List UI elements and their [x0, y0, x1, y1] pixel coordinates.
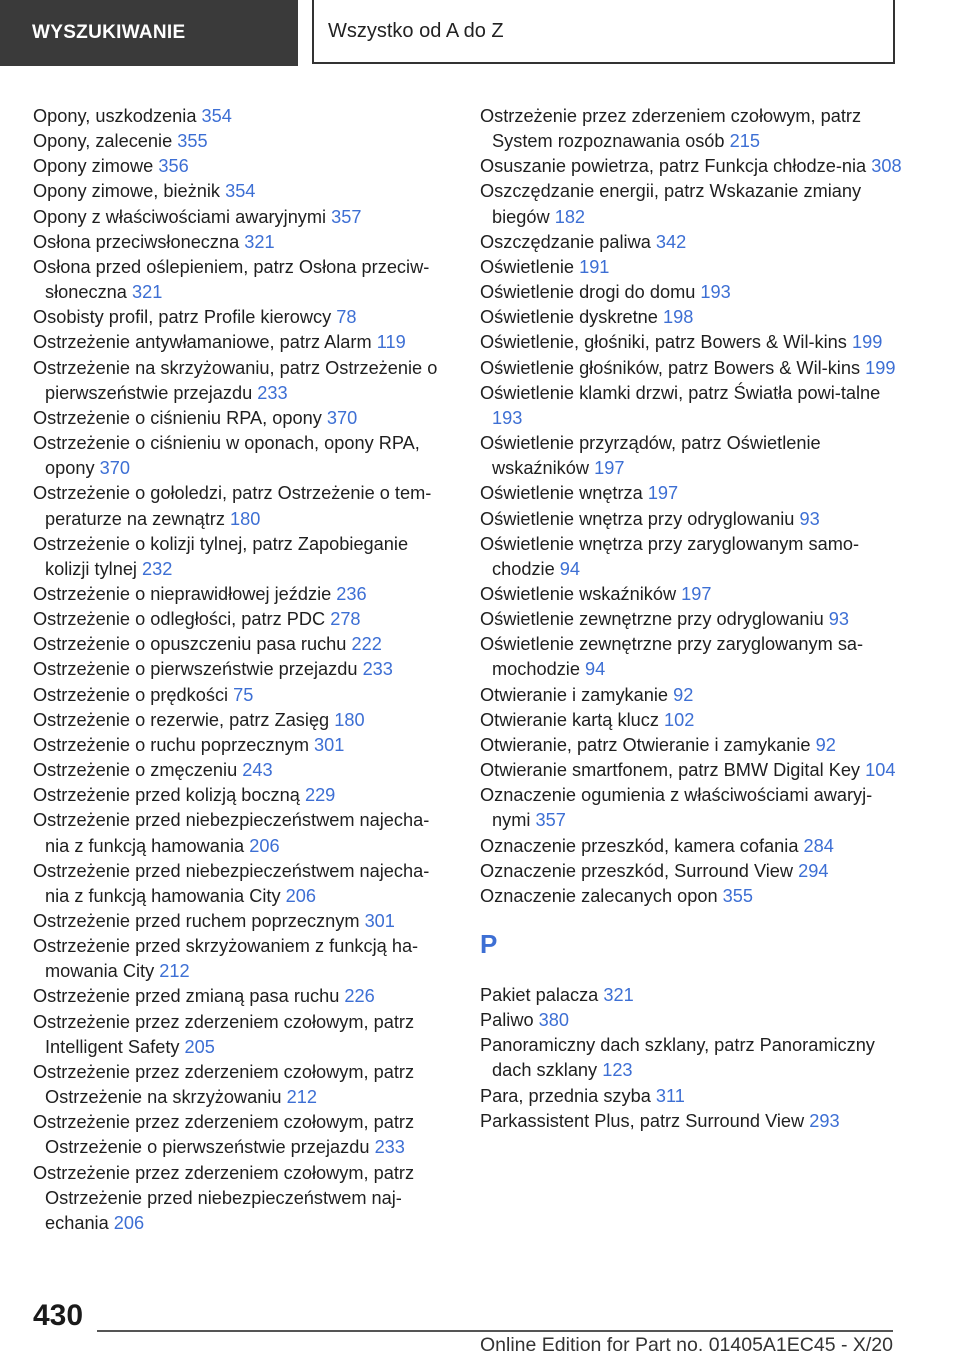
page-reference-link[interactable]: 212	[286, 1087, 317, 1108]
index-entry	[33, 1010, 453, 1060]
index-entry	[480, 154, 905, 179]
index-entry	[33, 657, 453, 682]
index-entry	[480, 632, 905, 682]
index-entry-text: Oświetlenie drogi do domu	[480, 282, 696, 303]
page-reference-link[interactable]: 308	[871, 156, 902, 177]
index-entry	[480, 381, 905, 431]
index-entry	[33, 230, 453, 255]
index-entry-text: Oświetlenie głośników, patrz Bowers & Wil‐kins	[480, 357, 861, 378]
page-reference-link[interactable]: 206	[249, 835, 280, 856]
index-entry-text: Oświetlenie wnętrza przy odryglowaniu	[480, 508, 795, 529]
section-tab[interactable]	[0, 0, 298, 66]
index-entry	[33, 758, 453, 783]
page-reference-link[interactable]: 294	[798, 860, 829, 881]
index-entry	[33, 179, 453, 204]
page-reference-link[interactable]: 301	[314, 734, 345, 755]
index-entry-text: Ostrzeżenie antywłamaniowe, patrz Alarm	[33, 332, 372, 353]
index-entry-text: Ostrzeżenie przez zderzeniem czołowym, patrz Ostrzeżenie na skrzyżowaniu	[33, 1061, 415, 1108]
page-reference-link[interactable]: 93	[828, 609, 850, 630]
page-reference-link[interactable]: 197	[647, 483, 679, 504]
page-reference-link[interactable]: 182	[554, 206, 586, 227]
index-entry-text: Oszczędzanie paliwa	[480, 231, 651, 252]
index-entry-text: Opony, zalecenie	[33, 131, 173, 152]
index-entry-text: Ostrzeżenie o nieprawidłowej jeździe	[33, 583, 332, 604]
page-reference-link[interactable]: 293	[809, 1110, 840, 1131]
index-entry-text: Opony zimowe	[33, 156, 154, 177]
page-reference-link[interactable]: 370	[99, 458, 130, 479]
index-entry	[480, 582, 905, 607]
index-entry-text: Ostrzeżenie o gołoledzi, patrz Ostrzeżenie o tem‐peraturze na zewnątrz	[33, 483, 432, 529]
index-entry	[33, 481, 453, 531]
page-reference-link[interactable]: 301	[364, 911, 395, 931]
page-reference-link[interactable]: 233	[362, 659, 393, 680]
index-entry	[480, 280, 905, 305]
topic-tab[interactable]	[312, 0, 895, 64]
index-entry	[33, 1161, 453, 1236]
index-entry	[480, 1008, 905, 1033]
page-reference-link[interactable]: 321	[244, 231, 275, 252]
page-reference-link[interactable]: 180	[230, 508, 261, 529]
index-entry	[480, 708, 905, 733]
index-entry	[480, 507, 905, 532]
page-reference-link[interactable]: 370	[326, 407, 358, 428]
index-entry-text: Oświetlenie, głośniki, patrz Bowers & Wil‐kins	[480, 332, 847, 353]
page-header	[0, 0, 960, 66]
index-entry-text: Ostrzeżenie o kolizji tylnej, patrz Zapobieganie kolizji tylnej	[33, 533, 409, 579]
index-entry-text: Oświetlenie wnętrza przy zaryglowanym samo‐chodzie	[480, 533, 860, 579]
index-entry	[33, 683, 453, 708]
page-reference-link[interactable]: 123	[602, 1060, 633, 1081]
index-entry-text: Ostrzeżenie przed niebezpieczeństwem najecha‐nia z funkcją hamowania City	[33, 860, 430, 906]
page-reference-link[interactable]: 193	[492, 407, 523, 428]
page-reference-link[interactable]: 311	[655, 1085, 685, 1106]
index-entry	[480, 230, 905, 255]
index-entry	[33, 1060, 453, 1110]
index-entry	[480, 884, 905, 909]
index-entry-text: Oświetlenie	[480, 256, 575, 277]
index-entry	[480, 683, 905, 708]
page-reference-link[interactable]: 197	[681, 583, 712, 604]
index-entry	[33, 909, 453, 934]
page-reference-link[interactable]: 180	[334, 709, 365, 730]
index-entry	[33, 934, 453, 984]
index-entry	[33, 129, 453, 154]
index-entry-text: Opony, uszkodzenia	[33, 106, 197, 126]
index-entry-text: Ostrzeżenie o odległości, patrz PDC	[33, 609, 326, 630]
topic-tab-label: Wszystko od A do Z	[328, 19, 504, 42]
index-entry-text: Paliwo	[480, 1010, 534, 1031]
index-entry	[33, 356, 453, 406]
index-entry	[33, 733, 453, 758]
index-entry-text: Pakiet palacza	[480, 985, 599, 1005]
index-entry	[33, 708, 453, 733]
page-reference-link[interactable]: 354	[201, 106, 232, 126]
index-entry	[33, 1110, 453, 1160]
index-entry-text: Ostrzeżenie o ciśnieniu RPA, opony	[33, 407, 322, 428]
index-entry-text: Otwieranie kartą klucz	[480, 709, 659, 730]
page-reference-link[interactable]: 342	[655, 231, 687, 252]
index-entry	[480, 783, 905, 833]
index-entry-text: Oznaczenie przeszkód, kamera cofania	[480, 835, 799, 856]
index-entry-text: Ostrzeżenie o ruchu poprzecznym	[33, 734, 309, 755]
page-reference-link[interactable]: 212	[159, 961, 190, 982]
page-reference-link[interactable]: 357	[535, 810, 566, 831]
index-entry	[480, 859, 905, 884]
index-entry	[33, 205, 453, 230]
index-entry-text: Ostrzeżenie przed niebezpieczeństwem najecha‐nia z funkcją hamowania	[33, 810, 430, 856]
page-reference-link[interactable]: 222	[351, 634, 382, 655]
index-entry	[480, 431, 905, 481]
index-entry-text: Osuszanie powietrza, patrz Funkcja chłodze‐nia	[480, 156, 867, 177]
index-entry-text: Ostrzeżenie o zmęczeniu	[33, 760, 238, 781]
page-reference-link[interactable]: 356	[158, 156, 189, 177]
index-entry	[33, 330, 453, 355]
index-entry	[480, 305, 905, 330]
page-reference-link[interactable]: 232	[142, 558, 173, 579]
page-reference-link[interactable]: 199	[865, 357, 896, 378]
index-entry	[480, 607, 905, 632]
index-entry	[480, 330, 905, 355]
page-reference-link[interactable]: 75	[233, 684, 254, 705]
page-reference-link[interactable]: 284	[803, 835, 834, 856]
page-reference-link[interactable]: 119	[376, 332, 406, 353]
page-reference-link[interactable]: 229	[304, 785, 336, 806]
page-reference-link[interactable]: 233	[257, 382, 288, 403]
page-reference-link[interactable]: 94	[559, 558, 580, 579]
page-reference-link[interactable]: 380	[538, 1010, 569, 1031]
page-reference-link[interactable]: 215	[729, 131, 760, 152]
index-entry	[33, 582, 453, 607]
index-entry	[480, 104, 905, 154]
index-entry-text: Ostrzeżenie przez zderzeniem czołowym, patrz Intelligent Safety	[33, 1011, 415, 1057]
page-reference-link[interactable]: 198	[662, 307, 694, 328]
index-entry-text: Ostrzeżenie przed skrzyżowaniem z funkcją ha‐mowania City	[33, 936, 419, 982]
index-entry-text: Ostrzeżenie o ciśnieniu w oponach, opony RPA, opony	[33, 433, 420, 479]
page-reference-link[interactable]: 92	[673, 684, 694, 705]
index-entry-text: Oświetlenie zewnętrzne przy zaryglowanym sa‐mochodzie	[480, 634, 864, 680]
index-entry	[480, 1033, 905, 1083]
index-entry	[480, 834, 905, 859]
index-entry-text: Oświetlenie wskaźników	[480, 583, 677, 604]
index-entry-text: Ostrzeżenie o pierwszeństwie przejazdu	[33, 659, 358, 680]
page-reference-link[interactable]: 278	[330, 609, 361, 630]
index-entry-text: Panoramiczny dach szklany, patrz Panoramiczny dach szklany	[480, 1035, 875, 1081]
index-entry	[33, 255, 453, 305]
page-reference-link[interactable]: 226	[344, 986, 375, 1007]
index-entry-text: Opony zimowe, bieżnik	[33, 181, 221, 202]
index-entry	[480, 532, 905, 582]
index-entry	[33, 305, 453, 330]
page-reference-link[interactable]: 243	[242, 760, 273, 781]
page-reference-link[interactable]: 199	[851, 332, 883, 353]
index-entry	[33, 431, 453, 481]
page-reference-link[interactable]: 206	[113, 1212, 145, 1233]
index-entry-text: Ostrzeżenie przez zderzeniem czołowym, patrz Ostrzeżenie o pierwszeństwie przejazdu	[33, 1112, 415, 1158]
page-reference-link[interactable]: 355	[177, 131, 208, 152]
page-reference-link[interactable]: 94	[585, 659, 606, 680]
footer-divider	[97, 1330, 893, 1332]
index-entry-text: Ostrzeżenie przed ruchem poprzecznym	[33, 911, 360, 931]
page-reference-link[interactable]: 92	[815, 734, 836, 755]
index-entry	[480, 481, 905, 506]
index-entry	[33, 859, 453, 909]
index-entry-text: Oświetlenie wnętrza	[480, 483, 643, 504]
section-letter-heading: P	[480, 929, 498, 959]
index-entry-text: Ostrzeżenie o prędkości	[33, 684, 229, 705]
index-entry-text: Ostrzeżenie przed kolizją boczną	[33, 785, 300, 806]
index-entry	[33, 808, 453, 858]
page-reference-link[interactable]: 78	[336, 307, 357, 328]
index-entry-text: Oświetlenie zewnętrzne przy odryglowaniu	[480, 609, 824, 630]
page-reference-link[interactable]: 104	[865, 760, 896, 781]
index-entry	[480, 179, 905, 229]
index-entry-text: Otwieranie, patrz Otwieranie i zamykanie	[480, 734, 811, 755]
index-entry-text: Oświetlenie przyrządów, patrz Oświetlenie wskaźników	[480, 433, 821, 479]
page-reference-link[interactable]: 191	[579, 256, 610, 277]
page-reference-link[interactable]: 233	[374, 1137, 405, 1158]
page-reference-link[interactable]: 236	[336, 583, 367, 604]
section-tab-label: WYSZUKIWANIE	[32, 22, 186, 43]
index-entry-text: Ostrzeżenie przed zmianą pasa ruchu	[33, 986, 340, 1007]
page-reference-link[interactable]: 321	[603, 985, 634, 1005]
index-entry	[480, 1109, 905, 1134]
index-entry-text: Osłona przed oślepieniem, patrz Osłona przeciw‐słoneczna	[33, 256, 430, 303]
index-entry-text: Oznaczenie ogumienia z właściwościami awaryj‐nymi	[480, 785, 873, 831]
index-entry-text: Ostrzeżenie przez zderzeniem czołowym, patrz System rozpoznawania osób	[480, 106, 862, 152]
index-entry-text: Ostrzeżenie przez zderzeniem czołowym, patrz Ostrzeżenie przed niebezpieczeństwem naj‐echania	[33, 1162, 415, 1233]
page-reference-link[interactable]: 197	[594, 458, 625, 479]
page-reference-link[interactable]: 354	[225, 181, 256, 202]
index-entry-text: Osobisty profil, patrz Profile kierowcy	[33, 307, 332, 328]
index-entry-text: Ostrzeżenie o opuszczeniu pasa ruchu	[33, 634, 347, 655]
page-reference-link[interactable]: 321	[131, 282, 163, 303]
page-reference-link[interactable]: 93	[799, 508, 820, 529]
footer-edition-text: Online Edition for Part no. 01405A1EC45 - X/20	[479, 1334, 893, 1356]
index-column-right	[480, 104, 905, 1134]
index-entry	[33, 607, 453, 632]
index-column-left	[33, 104, 453, 1236]
page-reference-link[interactable]: 206	[285, 885, 316, 906]
index-entry-text: Otwieranie smartfonem, patrz BMW Digital Key	[480, 760, 861, 781]
page-reference-link[interactable]: 355	[722, 885, 754, 906]
index-entry-text: Para, przednia szyba	[480, 1085, 651, 1106]
index-entry-text: Osłona przeciwsłoneczna	[33, 231, 240, 252]
index-entry-text: Ostrzeżenie na skrzyżowaniu, patrz Ostrzeżenie o pierwszeństwie przejazdu	[33, 357, 438, 403]
index-entry	[480, 255, 905, 280]
page-reference-link[interactable]: 205	[184, 1036, 215, 1057]
page-reference-link[interactable]: 357	[331, 206, 362, 227]
index-entry-text: Otwieranie i zamykanie	[480, 684, 669, 705]
index-entry	[33, 104, 453, 129]
index-entry-text: Oznaczenie przeszkód, Surround View	[480, 860, 794, 881]
index-entry	[33, 632, 453, 657]
index-entry	[33, 406, 453, 431]
page-reference-link[interactable]: 102	[663, 709, 695, 730]
index-entry-text: Oświetlenie dyskretne	[480, 307, 658, 328]
page-number: 430	[33, 1299, 84, 1332]
index-entry	[480, 1084, 905, 1109]
index-entry	[33, 154, 453, 179]
index-entry	[33, 532, 453, 582]
index-entry-text: Oszczędzanie energii, patrz Wskazanie zmiany biegów	[480, 181, 862, 227]
index-entry-text: Ostrzeżenie o rezerwie, patrz Zasięg	[33, 709, 330, 730]
index-entry	[33, 783, 453, 808]
index-entry-text: Oświetlenie klamki drzwi, patrz Światła powi‐talne	[480, 382, 881, 403]
index-entry	[480, 983, 905, 1008]
index-entry	[480, 356, 905, 381]
index-entry	[33, 984, 453, 1009]
index-entry	[480, 758, 905, 783]
index-entry-text: Oznaczenie zalecanych opon	[480, 885, 718, 906]
page-reference-link[interactable]: 193	[700, 282, 731, 303]
index-entry-text: Opony z właściwościami awaryjnymi	[33, 206, 327, 227]
index-entry	[480, 733, 905, 758]
index-entry-text: Parkassistent Plus, patrz Surround View	[480, 1110, 805, 1131]
